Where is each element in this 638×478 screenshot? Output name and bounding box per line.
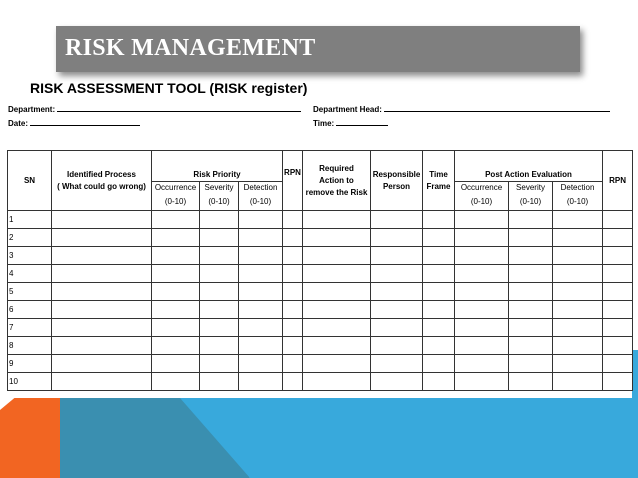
cell[interactable] <box>200 301 239 319</box>
cell[interactable] <box>283 355 303 373</box>
cell[interactable] <box>603 373 633 391</box>
post-severity-header: Severity <box>509 182 553 195</box>
detection-range: (0-10) <box>239 194 283 211</box>
cell[interactable] <box>52 301 152 319</box>
cell[interactable] <box>553 265 603 283</box>
cell[interactable] <box>152 319 200 337</box>
cell[interactable] <box>52 211 152 229</box>
row-number: 3 <box>8 247 52 265</box>
cell[interactable] <box>239 301 283 319</box>
risk-priority-header: Risk Priority <box>152 151 283 182</box>
cell[interactable] <box>371 319 423 337</box>
table-row <box>8 373 633 391</box>
department-head-blank <box>384 104 610 112</box>
cell[interactable] <box>553 283 603 301</box>
cell[interactable] <box>509 373 553 391</box>
cell[interactable] <box>371 355 423 373</box>
process-header: Identified Process ( What could go wrong) <box>52 151 152 211</box>
cell[interactable] <box>200 355 239 373</box>
cell[interactable] <box>455 247 509 265</box>
cell[interactable] <box>52 373 152 391</box>
cell[interactable] <box>303 337 371 355</box>
department-head-field <box>313 104 610 114</box>
cell[interactable] <box>152 301 200 319</box>
cell[interactable] <box>455 319 509 337</box>
table-row <box>8 319 633 337</box>
cell[interactable] <box>239 373 283 391</box>
cell[interactable] <box>509 355 553 373</box>
cell[interactable] <box>603 283 633 301</box>
sn-header: SN <box>8 151 52 211</box>
date-field <box>8 118 140 128</box>
department-head-label: Department Head: <box>313 105 382 114</box>
cell[interactable] <box>509 247 553 265</box>
cell[interactable] <box>553 211 603 229</box>
row-number: 7 <box>8 319 52 337</box>
cell[interactable] <box>239 319 283 337</box>
cell[interactable] <box>423 283 455 301</box>
cell[interactable] <box>455 373 509 391</box>
cell[interactable] <box>423 373 455 391</box>
cell[interactable] <box>509 283 553 301</box>
cell[interactable] <box>283 247 303 265</box>
cell[interactable] <box>455 229 509 247</box>
cell[interactable] <box>239 355 283 373</box>
cell[interactable] <box>200 283 239 301</box>
cell[interactable] <box>200 211 239 229</box>
cell[interactable] <box>303 229 371 247</box>
row-number: 6 <box>8 301 52 319</box>
cell[interactable] <box>423 247 455 265</box>
cell[interactable] <box>423 265 455 283</box>
cell[interactable] <box>371 211 423 229</box>
cell[interactable] <box>239 247 283 265</box>
cell[interactable] <box>303 301 371 319</box>
cell[interactable] <box>371 283 423 301</box>
table-row <box>8 211 633 229</box>
cell[interactable] <box>152 373 200 391</box>
row-number: 9 <box>8 355 52 373</box>
department-field <box>8 104 301 114</box>
cell[interactable] <box>603 337 633 355</box>
row-number: 4 <box>8 265 52 283</box>
post-action-header: Post Action Evaluation <box>455 151 603 182</box>
time-field <box>313 118 388 128</box>
cell[interactable] <box>52 337 152 355</box>
cell[interactable] <box>200 247 239 265</box>
cell[interactable] <box>455 355 509 373</box>
cell[interactable] <box>371 373 423 391</box>
cell[interactable] <box>603 265 633 283</box>
cell[interactable] <box>509 265 553 283</box>
cell[interactable] <box>303 211 371 229</box>
cell[interactable] <box>283 373 303 391</box>
cell[interactable] <box>553 373 603 391</box>
cell[interactable] <box>423 229 455 247</box>
row-number: 1 <box>8 211 52 229</box>
cell[interactable] <box>603 319 633 337</box>
cell[interactable] <box>553 337 603 355</box>
cell[interactable] <box>152 247 200 265</box>
severity-header: Severity <box>200 182 239 195</box>
cell[interactable] <box>423 301 455 319</box>
cell[interactable] <box>283 319 303 337</box>
cell[interactable] <box>423 211 455 229</box>
date-label: Date: <box>8 119 29 128</box>
post-detection-header: Detection <box>553 182 603 195</box>
row-number: 10 <box>8 373 52 391</box>
page-title: RISK MANAGEMENT <box>65 35 316 61</box>
cell[interactable] <box>303 319 371 337</box>
department-blank <box>57 104 301 112</box>
cell[interactable] <box>603 247 633 265</box>
post-occurrence-header: Occurrence <box>455 182 509 195</box>
cell[interactable] <box>152 283 200 301</box>
cell[interactable] <box>52 319 152 337</box>
cell[interactable] <box>455 337 509 355</box>
cell[interactable] <box>303 247 371 265</box>
cell[interactable] <box>509 319 553 337</box>
cell[interactable] <box>509 301 553 319</box>
cell[interactable] <box>371 247 423 265</box>
cell[interactable] <box>200 229 239 247</box>
header-row <box>8 151 633 182</box>
cell[interactable] <box>283 211 303 229</box>
occurrence-range: (0-10) <box>152 194 200 211</box>
cell[interactable] <box>239 265 283 283</box>
action-header: Required Action to remove the Risk <box>303 151 371 211</box>
cell[interactable] <box>152 355 200 373</box>
cell[interactable] <box>200 265 239 283</box>
cell[interactable] <box>371 301 423 319</box>
cell[interactable] <box>283 283 303 301</box>
department-label: Department: <box>8 105 56 114</box>
cell[interactable] <box>553 319 603 337</box>
cell[interactable] <box>152 211 200 229</box>
cell[interactable] <box>455 283 509 301</box>
cell[interactable] <box>283 229 303 247</box>
table-row <box>8 229 633 247</box>
table-row <box>8 265 633 283</box>
cell[interactable] <box>509 229 553 247</box>
cell[interactable] <box>303 355 371 373</box>
cell[interactable] <box>239 283 283 301</box>
cell[interactable] <box>509 337 553 355</box>
cell[interactable] <box>303 283 371 301</box>
cell[interactable] <box>603 355 633 373</box>
cell[interactable] <box>52 355 152 373</box>
rpn-post-header: RPN <box>603 151 633 211</box>
cell[interactable] <box>200 337 239 355</box>
cell[interactable] <box>371 337 423 355</box>
cell[interactable] <box>455 211 509 229</box>
cell[interactable] <box>52 283 152 301</box>
cell[interactable] <box>553 355 603 373</box>
cell[interactable] <box>152 229 200 247</box>
subtitle: RISK ASSESSMENT TOOL (RISK register) <box>30 80 308 96</box>
row-number: 2 <box>8 229 52 247</box>
cell[interactable] <box>509 211 553 229</box>
cell[interactable] <box>553 301 603 319</box>
row-number: 5 <box>8 283 52 301</box>
cell[interactable] <box>283 301 303 319</box>
cell[interactable] <box>371 265 423 283</box>
cell[interactable] <box>423 337 455 355</box>
cell[interactable] <box>283 337 303 355</box>
cell[interactable] <box>423 355 455 373</box>
cell[interactable] <box>303 373 371 391</box>
table-row <box>8 247 633 265</box>
responsible-header: Responsible Person <box>371 151 423 211</box>
cell[interactable] <box>239 211 283 229</box>
cell[interactable] <box>152 337 200 355</box>
cell[interactable] <box>200 373 239 391</box>
severity-range: (0-10) <box>200 194 239 211</box>
cell[interactable] <box>52 229 152 247</box>
time-label: Time: <box>313 119 335 128</box>
title-banner <box>56 26 580 72</box>
cell[interactable] <box>303 265 371 283</box>
cell[interactable] <box>603 211 633 229</box>
date-blank <box>30 118 140 126</box>
table-row <box>8 301 633 319</box>
table-row <box>8 337 633 355</box>
cell[interactable] <box>603 301 633 319</box>
cell[interactable] <box>239 337 283 355</box>
cell[interactable] <box>52 265 152 283</box>
post-occurrence-range: (0-10) <box>455 194 509 211</box>
cell[interactable] <box>455 301 509 319</box>
cell[interactable] <box>603 229 633 247</box>
cell[interactable] <box>553 247 603 265</box>
cell[interactable] <box>455 265 509 283</box>
time-frame-header: Time Frame <box>423 151 455 211</box>
table-row <box>8 283 633 301</box>
rpn-header: RPN <box>283 151 303 211</box>
cell[interactable] <box>239 229 283 247</box>
cell[interactable] <box>200 319 239 337</box>
cell[interactable] <box>553 229 603 247</box>
table-row <box>8 355 633 373</box>
post-severity-range: (0-10) <box>509 194 553 211</box>
detection-header: Detection <box>239 182 283 195</box>
row-number: 8 <box>8 337 52 355</box>
cell[interactable] <box>152 265 200 283</box>
cell[interactable] <box>423 319 455 337</box>
time-blank <box>336 118 388 126</box>
risk-register-table <box>7 150 633 391</box>
cell[interactable] <box>371 229 423 247</box>
cell[interactable] <box>283 265 303 283</box>
cell[interactable] <box>52 247 152 265</box>
occurrence-header: Occurrence <box>152 182 200 195</box>
post-detection-range: (0-10) <box>553 194 603 211</box>
